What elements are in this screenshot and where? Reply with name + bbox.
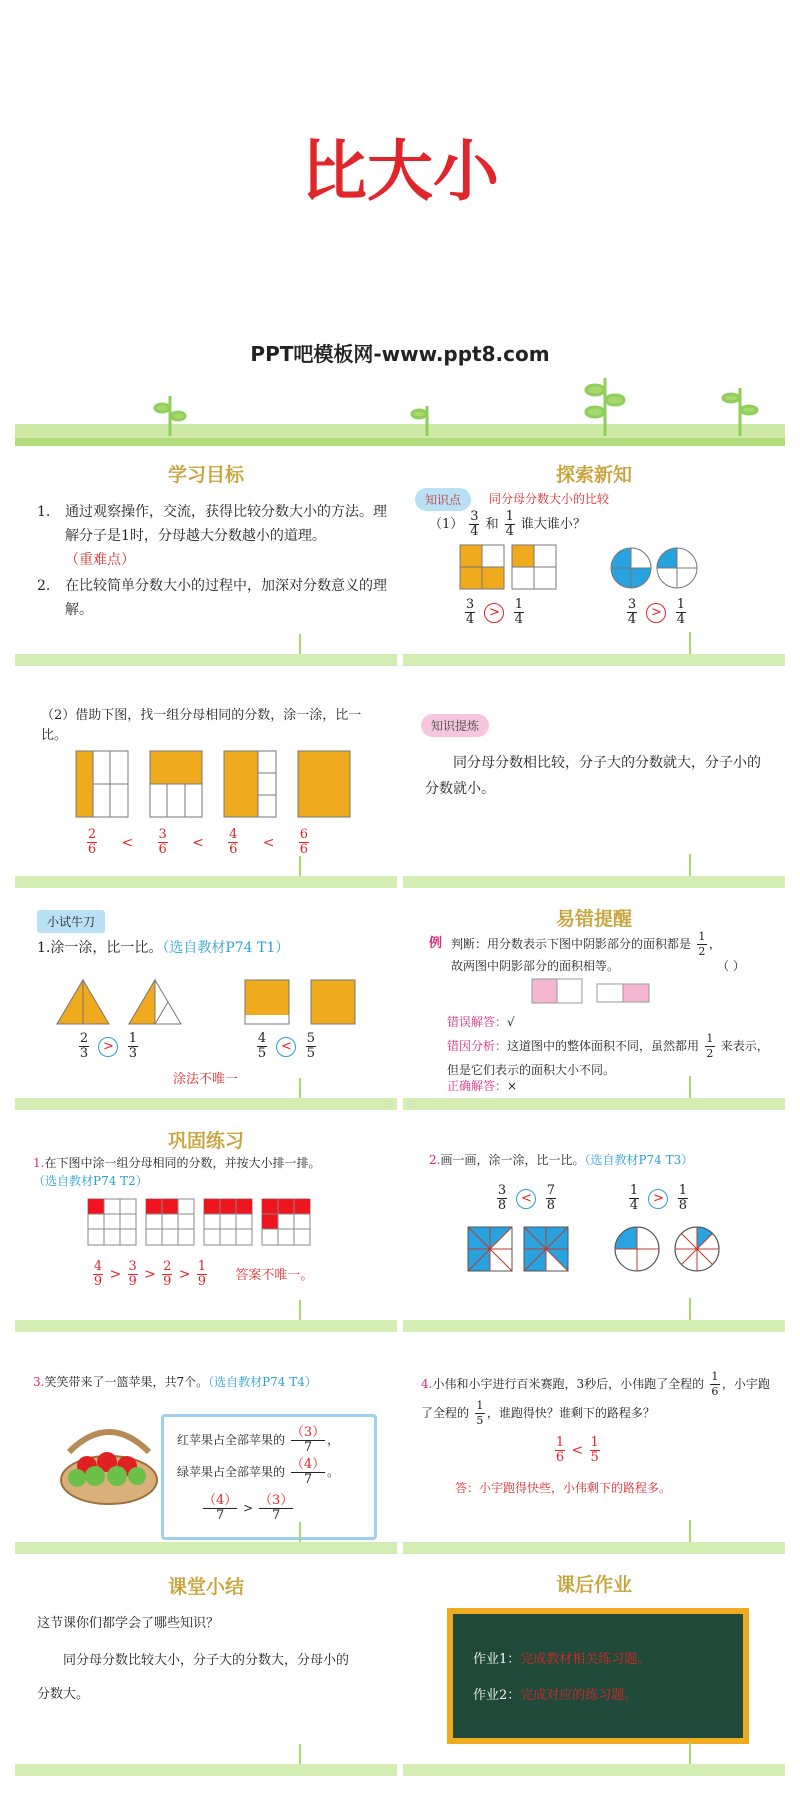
greater-than-symbol: >: [178, 1266, 191, 1283]
q-text: 画一画，涂一涂，比一比。: [440, 1153, 585, 1167]
and-word: 和: [485, 517, 499, 532]
question-2: （2）借助下图，找一组分母相同的分数，涂一涂，比一比。: [41, 708, 362, 743]
den: 5: [590, 1450, 599, 1465]
apple-compare: [201, 1494, 295, 1523]
slide-explore: [403, 448, 785, 670]
goal-1-body: 通过观察操作，交流，获得比较分数大小的方法。理解分子是1时，分母越大分数越小的道理。: [65, 504, 387, 544]
slide-title: 易错提醒: [555, 908, 632, 930]
knowledge-tag: 知识点: [415, 488, 471, 511]
q-text: 笑笑带来了一篮苹果，共7个。: [44, 1375, 209, 1389]
race-compare: [553, 1436, 602, 1465]
goal-2-text: 在比较简单分数大小的过程中，加深对分数意义的理解。: [65, 578, 387, 618]
answer-paren: （ ）: [717, 959, 745, 973]
compare-squares: [255, 1032, 318, 1061]
num: 1: [676, 597, 686, 612]
green-apple-line: [177, 1458, 339, 1487]
num: 1: [128, 1031, 138, 1046]
analysis-text: 这道图中的整体面积不同，虽然都用: [507, 1039, 700, 1053]
green-label: 绿苹果占全部苹果的: [177, 1465, 286, 1479]
title-slide: [15, 0, 785, 448]
num: 2: [163, 1259, 172, 1274]
grass-decoration: [15, 368, 785, 448]
page-title: 比大小: [301, 133, 499, 210]
fraction: [676, 598, 686, 627]
fraction: [678, 1184, 688, 1213]
den: 4: [465, 612, 475, 627]
num: 1: [678, 1183, 688, 1198]
comparison-squares: [463, 598, 526, 627]
greater-than-symbol: >: [646, 603, 666, 623]
den: 5: [306, 1046, 316, 1061]
fraction-order-row: [85, 828, 311, 857]
slide-title: 学习目标: [167, 464, 244, 486]
greater-than-symbol: >: [484, 603, 504, 623]
grid-fraction-models: [87, 1198, 317, 1250]
source-ref: （选自教材P74 T4）: [208, 1375, 317, 1389]
num: 2: [87, 827, 97, 842]
den: 6: [299, 842, 309, 857]
slide-knowledge-summary: [403, 670, 785, 892]
den: 2: [706, 1047, 714, 1060]
fraction: [514, 598, 524, 627]
wrong-answer: [447, 1010, 515, 1034]
greater-than-symbol: >: [648, 1189, 668, 1209]
num: 1: [197, 1259, 207, 1274]
greater-than-symbol: >: [144, 1266, 156, 1283]
greater-than-symbol: >: [98, 1037, 118, 1057]
den: 4: [676, 612, 686, 627]
q-part-3: ，谁跑得快？谁剩下的路程多？: [486, 1406, 655, 1420]
slide-practice-1: [15, 1114, 397, 1336]
wrong-label: 错误解答：: [447, 1015, 508, 1029]
question: [429, 1148, 693, 1172]
num: （3）: [259, 1493, 294, 1508]
analysis-label: 错因分析：: [447, 1039, 508, 1053]
den: 7: [303, 1472, 313, 1487]
wrong-value: √: [507, 1015, 515, 1029]
greater-than-symbol: >: [243, 1501, 254, 1515]
homework-1: [473, 1648, 650, 1672]
fraction: [627, 598, 637, 627]
den: 5: [257, 1046, 267, 1061]
num: 2: [79, 1031, 89, 1046]
num: 1: [555, 1435, 565, 1450]
correct-label: 正确解答：: [447, 1079, 508, 1093]
rule-text: 同分母分数相比较，分子大的分数就大，分子小的分数就小。: [425, 755, 761, 797]
slide-title: 巩固练习: [167, 1130, 244, 1152]
q-number: 1.: [33, 1156, 45, 1170]
goal-1-text: [65, 500, 387, 572]
slide-title: 探索新知: [555, 464, 632, 486]
fraction: [87, 828, 97, 857]
race-answer: 答：小宇跑得快些，小伟剩下的路程多。: [455, 1481, 672, 1495]
note: 答案不唯一。: [235, 1267, 314, 1283]
slide-practice-2: [403, 1114, 785, 1336]
refine-tag: 知识提炼: [421, 714, 489, 737]
site-watermark: PPT吧模板网-www.ppt8.com: [250, 342, 550, 366]
less-than-symbol: <: [262, 834, 275, 851]
fraction: [299, 828, 309, 857]
hw2-text: 完成对应的练习题。: [520, 1688, 638, 1703]
red-label: 红苹果占全部苹果的: [177, 1433, 286, 1447]
q-prefix: （1）: [429, 517, 464, 532]
q-text: 在下图中涂一组分母相同的分数，并按大小排一排。: [44, 1156, 321, 1170]
den: 8: [546, 1198, 556, 1213]
less-than-symbol: <: [571, 1442, 584, 1459]
fraction: [555, 1436, 565, 1465]
den: 6: [711, 1385, 719, 1398]
num: 6: [299, 827, 309, 842]
den: 7: [272, 1508, 281, 1523]
slide-practice-4: [403, 1336, 785, 1558]
question: [33, 1370, 317, 1394]
less-than-symbol: <: [516, 1189, 536, 1209]
num: 3: [128, 1259, 137, 1274]
num: 1: [505, 509, 514, 524]
analysis-text-2: 来表示，但是它们表示的面积大小不同。: [447, 1039, 769, 1077]
question: [37, 936, 289, 960]
correct-answer: [447, 1074, 517, 1098]
num: 1: [706, 1032, 714, 1045]
num: 1: [629, 1183, 639, 1198]
num: 1: [698, 930, 706, 943]
num: 1: [514, 597, 524, 612]
den: 9: [128, 1274, 137, 1289]
judge-question: 判断：用分数表示下图中阴影部分的面积都是 $\frac{1}{2}$ ，: [451, 930, 721, 958]
summary-answer: 同分母分数比较大小，分子大的分数大，分母小的分数大。: [37, 1653, 350, 1702]
q-number: 3.: [33, 1375, 45, 1389]
slide-compare-rectangles: [15, 670, 397, 892]
fraction: [710, 1370, 720, 1399]
apple-basket-illustration: [57, 1422, 161, 1508]
den: 3: [79, 1046, 89, 1061]
num: （3）: [290, 1425, 326, 1440]
num: 1: [476, 1399, 484, 1412]
fraction: [590, 1436, 600, 1465]
fraction: [93, 1260, 103, 1289]
den: 2: [698, 945, 706, 958]
goal-2-number: 2.: [37, 578, 51, 594]
slide-homework: [403, 1558, 785, 1780]
compare-eighths: [495, 1184, 558, 1213]
q-suffix: 谁大谁小？: [520, 517, 586, 532]
homework-2: [473, 1684, 637, 1708]
source-ref: （选自教材P74 T3）: [584, 1153, 694, 1167]
den: 7: [216, 1508, 225, 1523]
fraction: [475, 1399, 485, 1428]
summary-question: 这节课你们都学会了哪些知识？: [37, 1616, 220, 1631]
q-part-2: ，小宇跑了全程的: [421, 1377, 770, 1420]
slide-title: 课堂小结: [167, 1576, 244, 1598]
rectangle-fraction-models: [75, 750, 365, 820]
den: 6: [555, 1450, 565, 1465]
den: 3: [128, 1046, 138, 1061]
den: 6: [229, 842, 238, 857]
q-number: 2.: [429, 1153, 441, 1167]
fraction: [79, 1032, 89, 1061]
num: 5: [306, 1031, 316, 1046]
q-text: 1.涂一涂，比一比。: [37, 940, 163, 956]
den: 9: [163, 1274, 172, 1289]
key-point-label: （重难点）: [65, 552, 135, 568]
hw1-text: 完成教材相关练习题。: [520, 1652, 651, 1667]
num: 3: [470, 509, 479, 524]
num: 3: [627, 597, 637, 612]
red-apple-line: [177, 1426, 339, 1455]
num: 3: [158, 827, 167, 842]
num: 3: [465, 597, 475, 612]
fraction: [257, 1032, 267, 1061]
den: 4: [470, 524, 479, 539]
den: 4: [627, 612, 637, 627]
period: 。: [327, 1465, 340, 1479]
note: 涂法不唯一: [173, 1072, 239, 1087]
fraction: [162, 1260, 172, 1289]
fraction: [497, 1184, 507, 1213]
den: 6: [87, 842, 97, 857]
judge-question-2: 故两图中阴影部分的面积相等。: [451, 959, 620, 973]
fraction: [259, 1494, 293, 1523]
source-ref: （选自教材P74 T2）: [33, 1174, 148, 1188]
try-tag: 小试牛刀: [37, 910, 105, 933]
q-number: 4.: [421, 1377, 433, 1391]
correct-value: ×: [507, 1079, 518, 1093]
num: 4: [229, 827, 238, 842]
compare-triangles: [77, 1032, 140, 1061]
example-label: 例: [429, 936, 443, 951]
compare-unit-fractions: [627, 1184, 690, 1213]
fraction: [158, 828, 168, 857]
question-1: [429, 510, 586, 539]
chalkboard: [447, 1608, 749, 1744]
shaded-rectangles: [531, 978, 661, 1006]
slide-class-summary: [15, 1558, 397, 1780]
fraction: [629, 1184, 639, 1213]
fraction-1-2: [705, 1032, 715, 1061]
den: 9: [93, 1274, 103, 1289]
fraction: [197, 1260, 207, 1289]
q-part-1: 小伟和小宇进行百米赛跑，3秒后，小伟跑了全程的: [432, 1377, 705, 1391]
q-text: 判断：用分数表示下图中阴影部分的面积都是: [451, 937, 692, 951]
den: 4: [514, 612, 524, 627]
square-fraction-models: [459, 544, 559, 594]
fraction-1-2: [697, 930, 707, 959]
slide-try-it: [15, 892, 397, 1114]
num: 4: [257, 1031, 267, 1046]
fraction: [203, 1494, 237, 1523]
fraction: [291, 1426, 325, 1455]
less-than-symbol: <: [121, 834, 134, 851]
den: 8: [497, 1198, 507, 1213]
fraction: [306, 1032, 316, 1061]
topic-subtitle: 同分母分数大小的比较: [489, 492, 610, 506]
fraction: [128, 1260, 138, 1289]
den: 8: [678, 1198, 688, 1213]
hw1-label: 作业1：: [473, 1652, 521, 1667]
circle-fraction-models: [609, 546, 701, 592]
fraction-1-4: [505, 510, 515, 539]
den: 6: [158, 842, 167, 857]
triangle-and-square-models: [55, 978, 365, 1028]
fraction: [291, 1458, 325, 1487]
goal-1-number: 1.: [37, 504, 51, 520]
fraction-3-4: [469, 510, 479, 539]
den: 4: [505, 524, 514, 539]
num: 1: [711, 1370, 719, 1383]
slide-common-mistakes: [403, 892, 785, 1114]
num: 7: [546, 1183, 556, 1198]
slide-learning-goals: [15, 448, 397, 670]
num: （4）: [290, 1457, 326, 1472]
den: 7: [303, 1440, 313, 1455]
hw2-label: 作业2：: [473, 1688, 521, 1703]
comparison-circles: [625, 598, 688, 627]
num: 1: [590, 1435, 599, 1450]
fraction: [128, 1032, 138, 1061]
fraction: [546, 1184, 556, 1213]
den: 9: [197, 1274, 207, 1289]
fraction: [465, 598, 475, 627]
fraction: [228, 828, 238, 857]
drawn-fraction-models: [467, 1226, 727, 1274]
question: [421, 1370, 771, 1428]
num: 3: [497, 1183, 507, 1198]
comma: ，: [327, 1433, 340, 1447]
fraction-order-row: [91, 1260, 313, 1289]
slide-practice-3: [15, 1336, 397, 1558]
source-ref: （选自教材P74 T1）: [162, 940, 290, 956]
num: 4: [93, 1259, 103, 1274]
less-than-symbol: <: [276, 1037, 296, 1057]
question: [33, 1154, 383, 1190]
error-analysis: [447, 1032, 777, 1079]
den: 5: [476, 1414, 484, 1427]
greater-than-symbol: >: [109, 1266, 122, 1283]
less-than-symbol: <: [192, 834, 204, 851]
num: （4）: [203, 1493, 238, 1508]
den: 4: [629, 1198, 639, 1213]
slide-title: 课后作业: [555, 1574, 632, 1596]
